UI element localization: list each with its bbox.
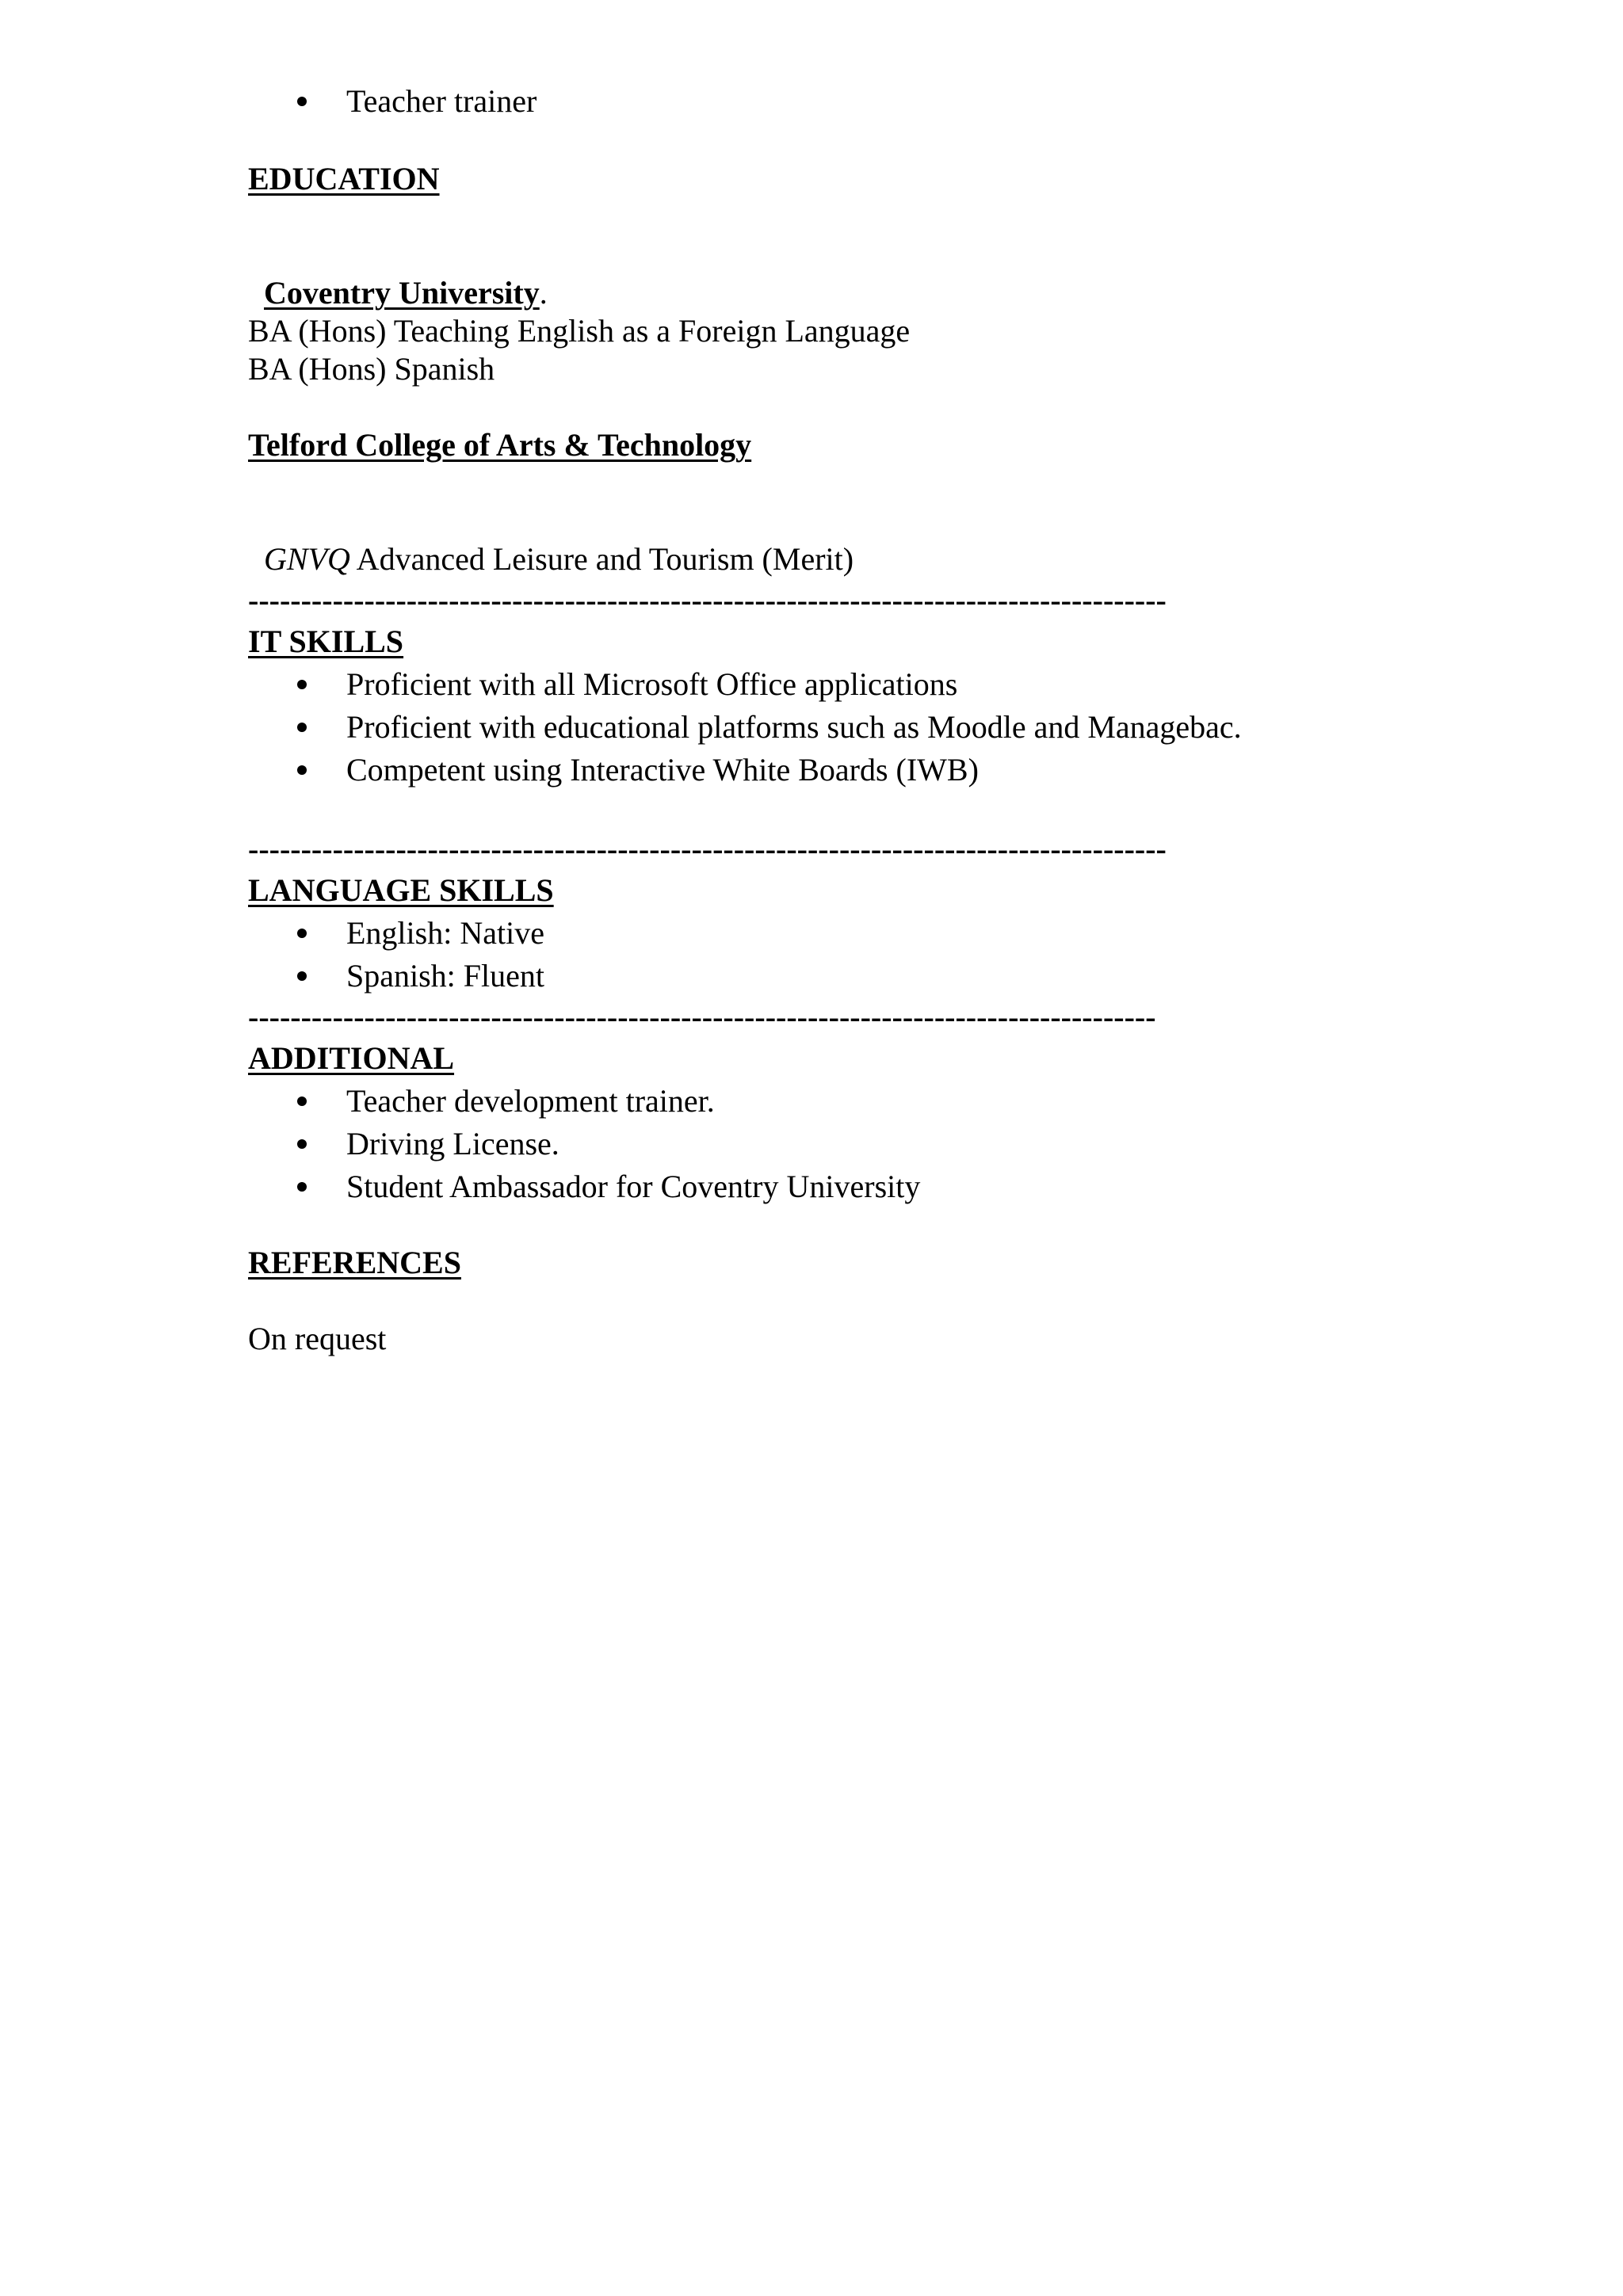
language-skills-heading: LANGUAGE SKILLS (248, 872, 554, 908)
qualification-line (248, 502, 854, 578)
list-item: Student Ambassador for Coventry University (346, 1169, 921, 1204)
list-item: Proficient with all Microsoft Office applications (346, 666, 958, 702)
institution-name: Coventry University (264, 275, 540, 311)
list-item: Teacher development trainer. (346, 1083, 715, 1119)
list-item: English: Native (346, 915, 544, 951)
separator: --------------------------------------------------------------------------------------- (248, 831, 1167, 867)
references-text: On request (248, 1321, 387, 1356)
list-item: Spanish: Fluent (346, 958, 545, 994)
separator: --------------------------------------------------------------------------------------- (248, 582, 1167, 618)
bullet-icon (297, 723, 307, 732)
bullet-icon (297, 97, 307, 106)
it-skills-heading: IT SKILLS (248, 624, 404, 659)
bullet-icon (297, 680, 307, 689)
list-item: Proficient with educational platforms such as Moodle and Managebac. (346, 709, 1242, 745)
degree-line: BA (Hons) Spanish (248, 351, 495, 387)
qualification-text: Advanced Leisure and Tourism (Merit) (349, 541, 854, 577)
institution-heading (248, 236, 548, 312)
bullet-icon (297, 1097, 307, 1106)
separator: -------------------------------------------------------------------------------------- (248, 999, 1156, 1035)
bullet-icon (297, 765, 307, 775)
references-heading: REFERENCES (248, 1245, 461, 1280)
education-heading: EDUCATION (248, 161, 440, 196)
bullet-icon (297, 929, 307, 938)
list-item: Teacher trainer (346, 83, 537, 119)
list-item: Competent using Interactive White Boards (IWB) (346, 752, 979, 788)
list-item: Driving License. (346, 1126, 559, 1161)
institution-heading: Telford College of Arts & Technology (248, 427, 752, 463)
qualification-prefix: GNVQ (264, 541, 350, 577)
institution-suffix: . (539, 275, 548, 311)
bullet-icon (297, 971, 307, 981)
bullet-icon (297, 1182, 307, 1192)
bullet-icon (297, 1139, 307, 1149)
degree-line: BA (Hons) Teaching English as a Foreign Language (248, 313, 911, 349)
additional-heading: ADDITIONAL (248, 1040, 455, 1076)
